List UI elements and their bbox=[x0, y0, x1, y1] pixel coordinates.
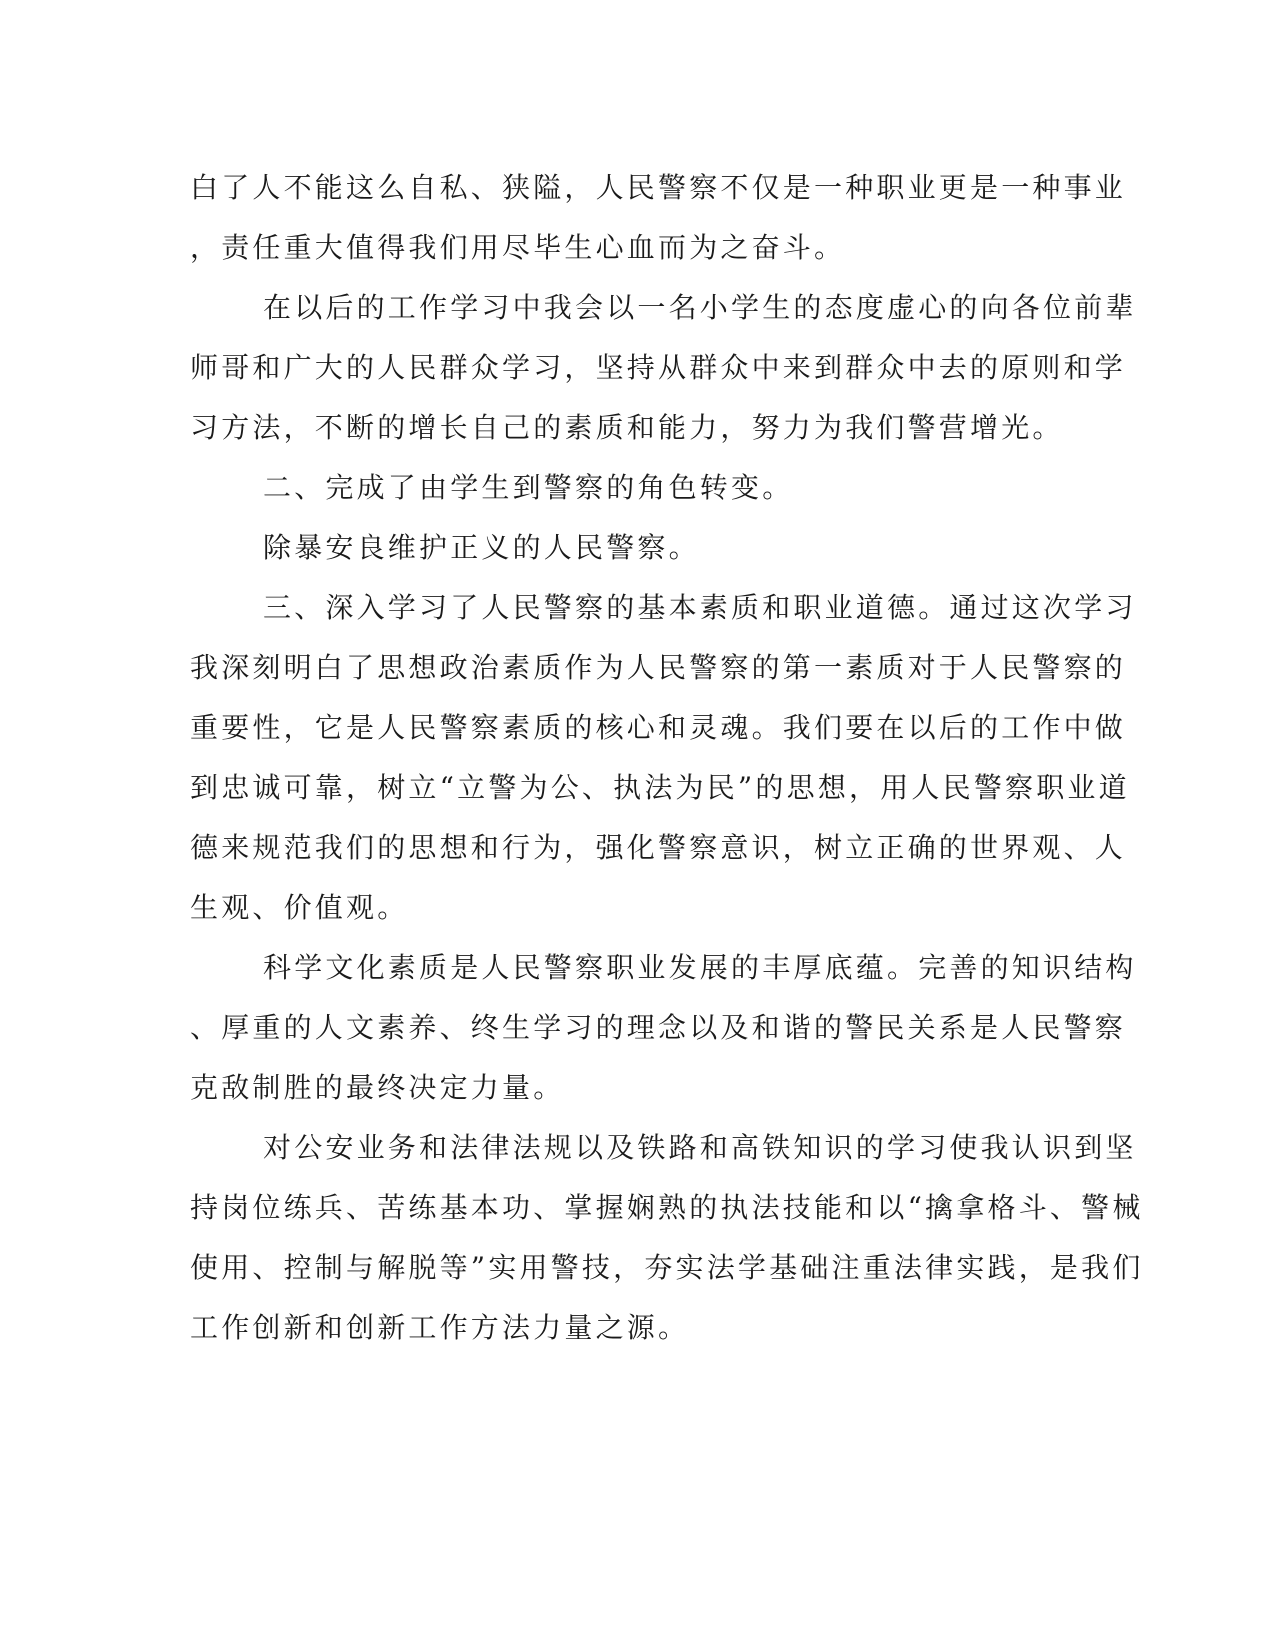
text-line-13: 生观、价值观。 bbox=[190, 891, 409, 924]
text-line-7: 除暴安良维护正义的人民警察。 bbox=[263, 531, 700, 564]
text-line-17: 对公安业务和法律法规以及铁路和高铁知识的学习使我认识到坚 bbox=[263, 1131, 1137, 1164]
text-line-16: 克敌制胜的最终决定力量。 bbox=[190, 1071, 565, 1104]
text-line-14: 科学文化素质是人民警察职业发展的丰厚底蕴。完善的知识结构 bbox=[263, 951, 1137, 984]
text-line-18: 持岗位练兵、苦练基本功、掌握娴熟的执法技能和以“擒拿格斗、警械 bbox=[190, 1191, 1144, 1224]
text-line-20: 工作创新和创新工作方法力量之源。 bbox=[190, 1311, 690, 1344]
text-line-4: 师哥和广大的人民群众学习，坚持从群众中来到群众中去的原则和学 bbox=[190, 351, 1127, 384]
text-line-2: ，责任重大值得我们用尽毕生心血而为之奋斗。 bbox=[190, 231, 846, 264]
text-line-3: 在以后的工作学习中我会以一名小学生的态度虚心的向各位前辈 bbox=[263, 291, 1137, 324]
text-line-8: 三、深入学习了人民警察的基本素质和职业道德。通过这次学习 bbox=[263, 591, 1137, 624]
text-line-1: 白了人不能这么自私、狭隘，人民警察不仅是一种职业更是一种事业 bbox=[190, 171, 1127, 204]
text-line-19: 使用、控制与解脱等”实用警技，夯实法学基础注重法律实践，是我们 bbox=[190, 1251, 1144, 1284]
document-body bbox=[190, 158, 1144, 1358]
text-line-10: 重要性，它是人民警察素质的核心和灵魂。我们要在以后的工作中做 bbox=[190, 711, 1127, 744]
text-line-12: 德来规范我们的思想和行为，强化警察意识，树立正确的世界观、人 bbox=[190, 831, 1127, 864]
text-line-11: 到忠诚可靠，树立“立警为公、执法为民”的思想，用人民警察职业道 bbox=[190, 771, 1130, 804]
text-line-15: 、厚重的人文素养、终生学习的理念以及和谐的警民关系是人民警察 bbox=[190, 1011, 1127, 1044]
text-line-9: 我深刻明白了思想政治素质作为人民警察的第一素质对于人民警察的 bbox=[190, 651, 1127, 684]
text-line-5: 习方法，不断的增长自己的素质和能力，努力为我们警营增光。 bbox=[190, 411, 1064, 444]
text-line-6: 二、完成了由学生到警察的角色转变。 bbox=[263, 471, 794, 504]
